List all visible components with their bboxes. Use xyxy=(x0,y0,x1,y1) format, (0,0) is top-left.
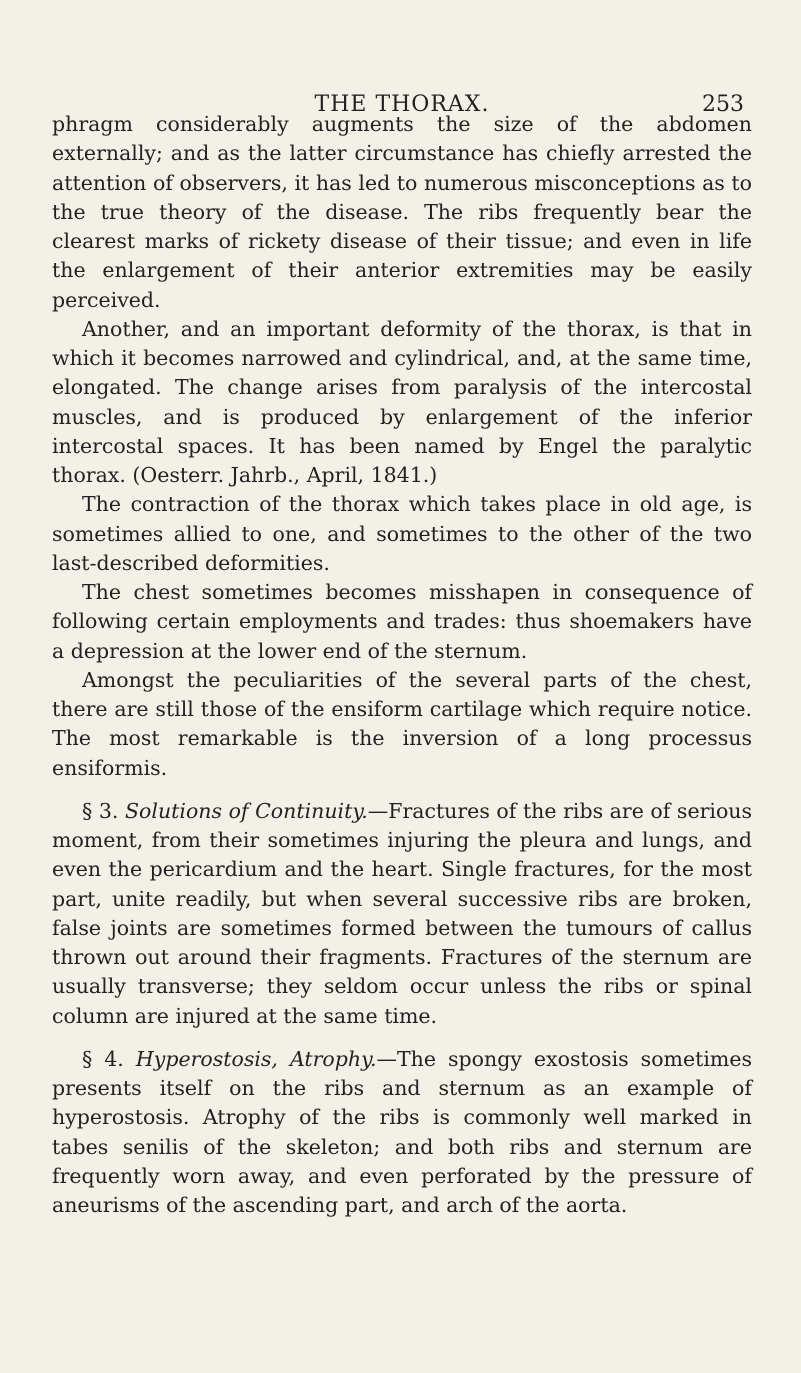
page-body xyxy=(52,110,752,1220)
running-head: THE THORAX. xyxy=(314,92,490,117)
paragraph: Another, and an important deformity of the thorax, is that in which it becomes narrowed and cylindrical, and, at the same time, elongated. The change arises from paralysis of the intercostal muscles, and is produced by enlargement of the inferior intercostal spaces. It has been named by Engel the paralytic thorax. (Oesterr. Jahrb., April, 1841.) xyxy=(52,316,752,487)
page-header xyxy=(52,94,752,146)
paragraph: The chest sometimes becomes misshapen in consequence of following certain employments and trades: thus shoemakers have a depression at the lower end of the sternum. xyxy=(52,580,752,663)
section-number: § 4. xyxy=(82,1046,124,1071)
section-heading: Hyperostosis, Atrophy. xyxy=(135,1046,377,1071)
section-heading: Solutions of Continuity. xyxy=(125,798,368,823)
section-3-paragraph xyxy=(52,797,752,1031)
section-number: § 3. xyxy=(82,798,119,823)
paragraph-continued: phragm considerably augments the size of the abdomen externally; and as the latter circumstance has chiefly arrested the attention of observers, it has led to numerous misconceptions as to the true theory of the disease. The ribs frequently bear the clearest marks of rickety disease of their tissue; and even in life the enlargement of their anterior extremities may be easily perceived. xyxy=(52,112,752,312)
page-number: 253 xyxy=(702,92,744,117)
section-4-paragraph xyxy=(52,1045,752,1221)
section-text: —The spongy exostosis sometimes presents itself on the ribs and sternum as an example of hyperostosis. Atrophy of the ribs is commonly well marked in tabes senilis of the skeleton; and both ribs and sternum are frequently worn away, and even perforated by the pressure of aneurisms of the ascending part, and arch of the aorta. xyxy=(52,1046,752,1217)
paragraph: The contraction of the thorax which takes place in old age, is sometimes allied to one, and sometimes to the other of the two last-described deformities. xyxy=(52,492,752,575)
paragraph: Amongst the peculiarities of the several parts of the chest, there are still those of the ensiform cartilage which require notice. The most remarkable is the inversion of a long processus ensiformis. xyxy=(52,667,752,780)
section-text: —Fractures of the ribs are of serious moment, from their sometimes injuring the pleura and lungs, and even the pericardium and the heart. Single fractures, for the most part, unite readily, but when several successive ribs are broken, false joints are sometimes formed between the tumours of callus thrown out around their fragments. Fractures of the sternum are usually transverse; they seldom occur unless the ribs or spinal column are injured at the same time. xyxy=(52,798,753,1028)
book-page xyxy=(52,0,752,1220)
